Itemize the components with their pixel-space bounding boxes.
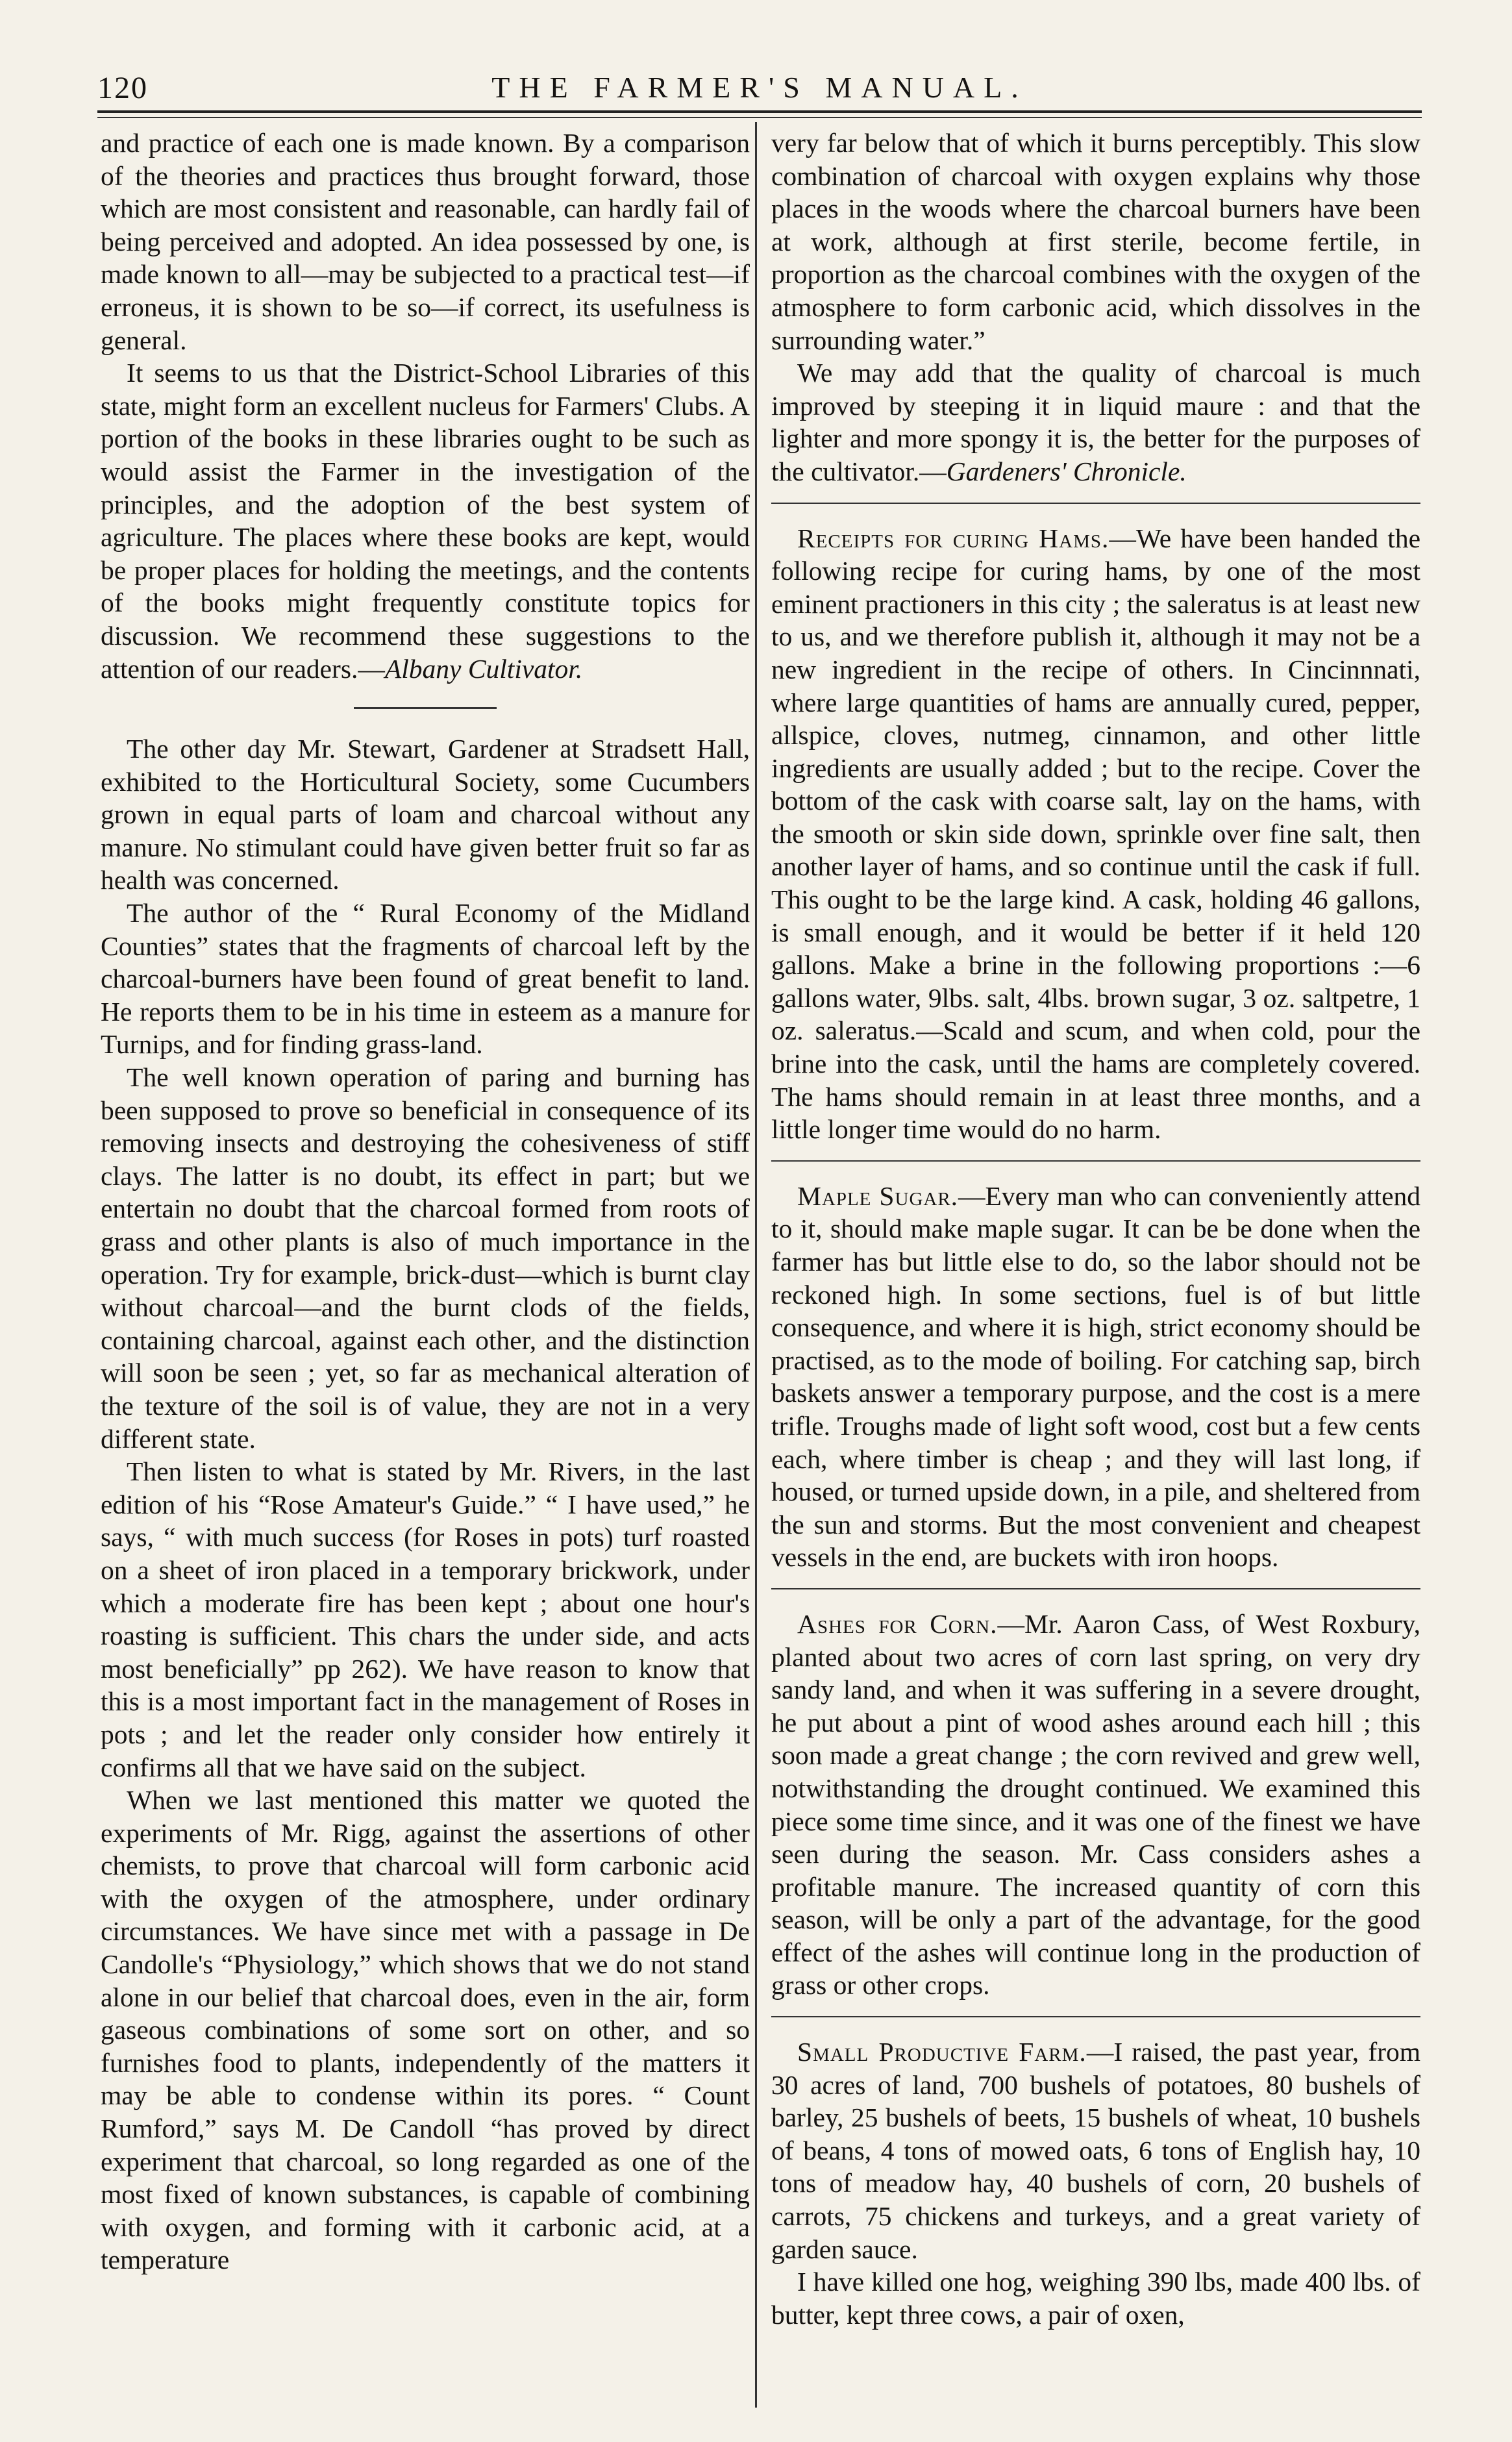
article-hams (771, 522, 1420, 1146)
paragraph (101, 356, 750, 685)
source-credit: Gardeners' Chronicle. (946, 456, 1187, 486)
article-heading: Receipts for curing Hams. (797, 523, 1109, 553)
page-number: 120 (97, 71, 148, 105)
article-heading: Maple Sugar. (797, 1180, 959, 1211)
article-heading: Small Productive Farm. (797, 2037, 1087, 2067)
article-maple-sugar (771, 1180, 1420, 1574)
article-separator (771, 503, 1420, 504)
paragraph: When we last mentioned this matter we quoted the experiments of Mr. Rigg, against the assertions of other chemists, to prove that charcoal will form carbonic acid with the oxygen of the atmosphere, under ordinary circumstances. We have since met with a passage in De Candolle's “Physiology,” which shows that we do not stand alone in our belief that charcoal does, even in the air, form gaseous combinations of some sort on other, and so furnishes food to plants, independently of the matters it may be able to condense within its pores. “ Count Rumford,” says M. De Candoll “has proved by direct experiment that charcoal, so long regarded as one of the most fixed of known substances, is capable of combining with oxygen, and forming with it carbonic acid, at a temperature (101, 1785, 750, 2275)
paragraph: The well known operation of paring and burning has been supposed to prove so beneficial in consequence of its removing insects and destroying the cohesiveness of stiff clays. The latter is no doubt, its effect in part; but we entertain no doubt that the charcoal formed from roots of grass and other plants is also of much importance in the operation. Try for example, brick-dust—which is burnt clay without charcoal—and the burnt clods of the fields, containing charcoal, against each other, and the distinction will soon be seen ; yet, so far as mechanical alteration of the texture of the soil is of value, they are not in a very different state. (101, 1062, 750, 1454)
article-small-farm (771, 2036, 1420, 2265)
article-separator (771, 1160, 1420, 1162)
article-text: —Mr. Aaron Cass, of West Roxbury, planted about two acres of corn last spring, on very dry sandy land, and when it was suffering in a severe drought, he put about a pint of wood ashes around each hill ; this soon made a great change ; the corn revived and grew well, notwithstanding the drought continued. We examined this piece some time since, and it was one of the finest we have seen during the season. Mr. Cass considers ashes a profitable manure. The increased quantity of corn this season, will be only a part of the advantage, for the good effect of the ashes will continue long in the production of grass or other crops. (771, 1608, 1420, 2000)
header-rule-thin (97, 117, 1422, 118)
article-separator (771, 2016, 1420, 2017)
paragraph: The other day Mr. Stewart, Gardener at Stradsett Hall, exhibited to the Horticultural Society, some Cucumbers grown in equal parts of loam and charcoal without any manure. No stimulant could have given better fruit so far as health was concerned. (101, 734, 750, 895)
paragraph: The author of the “ Rural Economy of the Midland Counties” states that the fragments of charcoal left by the charcoal-burners have been found of great benefit to land. He reports them to be in his time in esteem as a manure for Turnips, and for finding grass-land. (101, 898, 750, 1060)
paragraph: and practice of each one is made known. By a comparison of the theories and practices thus brought forward, those which are most consistent and reasonable, can hardly fail of being perceived and adopted. An idea possessed by one, is made known to all—may be subjected to a practical test—if erroneus, it is shown to be so—if correct, its usefulness is general. (101, 128, 750, 355)
source-credit: Albany Cultivator. (384, 653, 583, 684)
paragraph: Then listen to what is stated by Mr. Rivers, in the last edition of his “Rose Amateur's Guide.” “ I have used,” he says, “ with much success (for Roses in pots) turf roasted on a sheet of iron placed in a temporary brickwork, under which a moderate fire has been kept ; about one hour's roasting is sufficient. This chars the under side, and acts most beneficially” pp 262). We have reason to know that this is a most important fact in the management of Roses in pots ; and let the reader only consider how entirely it confirms all that we have said on the subject. (101, 1456, 750, 1782)
article-separator (771, 1588, 1420, 1589)
column-divider (755, 122, 757, 2408)
paragraph: I have killed one hog, weighing 390 lbs, made 400 lbs. of butter, kept three cows, a pair of oxen, (771, 2267, 1420, 2330)
right-column (771, 127, 1420, 2331)
header-rule (97, 110, 1422, 113)
article-text: —Every man who can conveniently attend to it, should make maple sugar. It can be be done when the farmer has but little else to do, so the labor should not be reckoned high. In some sections, fuel is of but little consequence, and where it is high, strict economy should be practised, as to the mode of boiling. For catching sap, birch baskets answer a temporary purpose, and the cost is a mere trifle. Troughs made of light soft wood, cost but a few cents each, where timber is cheap ; and they will last long, if housed, or turned upside down, in a pile, and sheltered from the sun and storms. But the most convenient and cheapest vessels in the end, are buckets with iron hoops. (771, 1180, 1420, 1573)
paragraph: very far below that of which it burns perceptibly. This slow combination of charcoal with oxygen explains why those places in the woods where the charcoal burners have been at work, although at first sterile, become fertile, in proportion as the charcoal combines with the oxygen of the atmosphere to form carbonic acid, which dissolves in the surrounding water.” (771, 128, 1420, 355)
article-text: —We have been handed the following recipe for curing hams, by one of the most eminent practioners in this city ; the saleratus is at least new to us, and we therefore publish it, although it may not be a new ingredient in the recipe of others. In Cincinnnati, where large quantities of hams are annually cured, pepper, allspice, cloves, nutmeg, cinnamon, and other little ingredients are usually added ; but to the recipe. Cover the bottom of the cask with coarse salt, lay on the hams, with the smooth or skin side down, sprinkle over fine salt, then another layer of hams, and so continue until the cask if full. This ought to be the large kind. A cask, holding 46 gallons, is small enough, and it would be better if it held 120 gallons. Make a brine in the following proportions :—6 gallons water, 9lbs. salt, 4lbs. brown sugar, 3 oz. saltpetre, 1 oz. saleratus.—Scald and scum, and when cold, pour the brine into the cask, until the hams are completely covered. The hams should remain in at least three months, and a little longer time would do no harm. (771, 523, 1420, 1145)
left-column (101, 127, 750, 2276)
page-header (97, 65, 1422, 117)
article-text: —I raised, the past year, from 30 acres of land, 700 bushels of potatoes, 80 bushels of barley, 25 bushels of beets, 15 bushels of wheat, 10 bushels of beans, 4 tons of mowed oats, 6 tons of English hay, 10 tons of meadow hay, 40 bushels of corn, 20 bushels of carrots, 75 chickens and turkeys, and a great variety of garden sauce. (771, 2037, 1420, 2264)
paragraph-text: We may add that the quality of charcoal is much improved by steeping it in liquid maure : and that the lighter and more spongy it is, the better for the purposes of the cultivator.— (771, 358, 1420, 486)
article-ashes (771, 1608, 1420, 2002)
paragraph (771, 356, 1420, 488)
paragraph-text: It seems to us that the District-School Libraries of this state, might form an excellent nucleus for Farmers' Clubs. A portion of the books in these libraries ought to be such as would assist the Farmer in the investigation of the principles, and the adoption of the best system of agriculture. The places where these books are kept, would be proper places for holding the meetings, and the contents of the books might frequently constitute topics for discussion. We recommend these suggestions to the attention of our readers.— (101, 358, 750, 684)
article-separator (354, 707, 497, 709)
running-title: THE FARMER'S MANUAL. (491, 71, 1028, 104)
article-heading: Ashes for Corn. (797, 1608, 998, 1639)
